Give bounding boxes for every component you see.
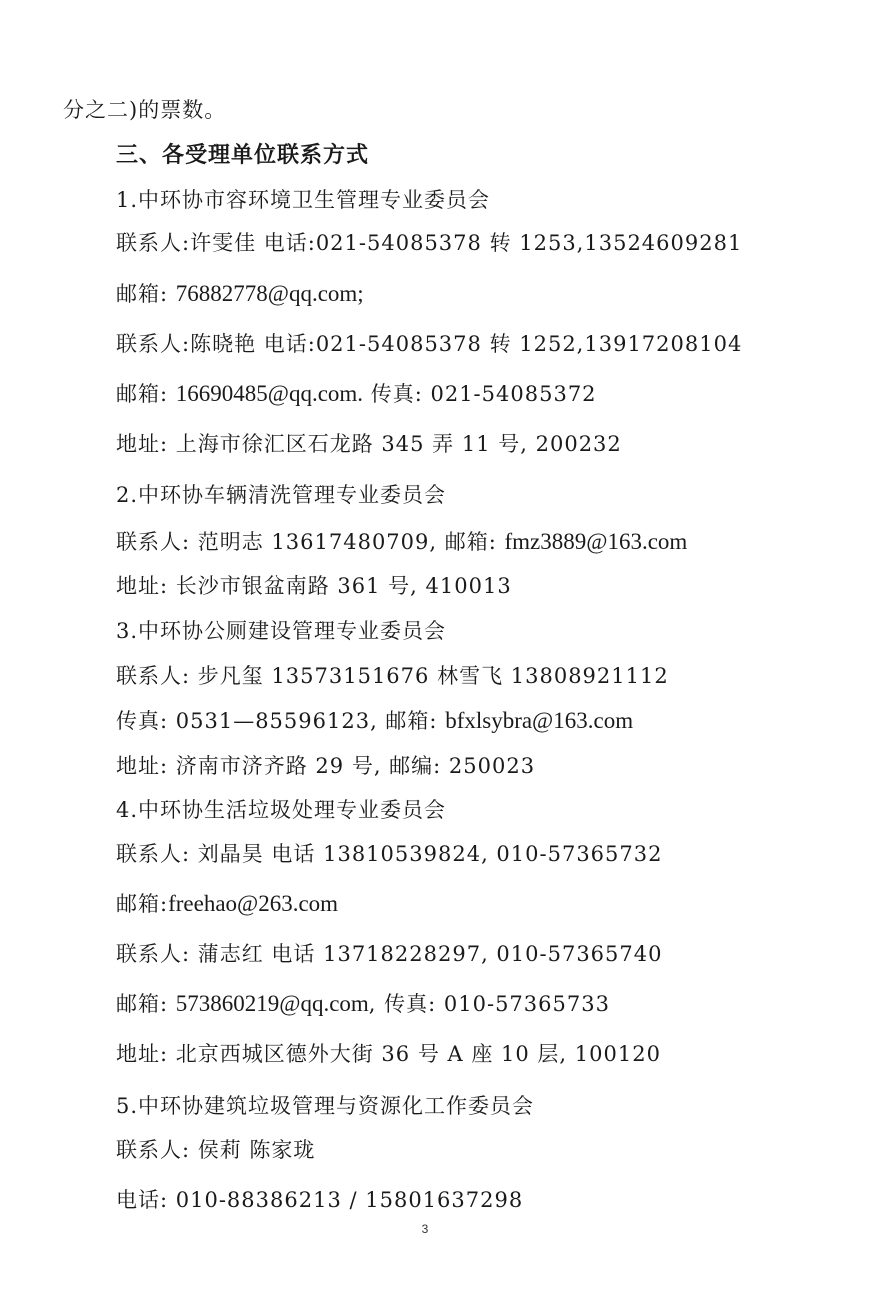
email-label: 邮箱: [116,892,169,916]
unit-2-contact: 联系人: 范明志 13617480709, 邮箱: [116,530,505,554]
unit-3-fax: 传真: 0531—85596123, 邮箱: [116,709,446,733]
unit-3-email: bfxlsybra@163.com [445,708,634,733]
unit-2-contact-line [116,528,687,556]
unit-1-address: 地址: 上海市徐汇区石龙路 345 弄 11 号, 200232 [116,432,622,456]
unit-3-name: 3.中环协公厕建设管理专业委员会 [116,619,447,643]
unit-3-contacts: 联系人: 步凡玺 13573151676 林雪飞 13808921112 [116,664,669,688]
unit-4-email-1-line [116,890,338,918]
unit-1-email-2-line [116,380,597,408]
unit-5-name: 5.中环协建筑垃圾管理与资源化工作委员会 [116,1094,535,1118]
page-number: 3 [421,1222,429,1236]
unit-1-email-1: 76882778@qq.com; [175,281,364,306]
email-label: 邮箱: [116,382,176,406]
unit-2-address: 地址: 长沙市银盆南路 361 号, 410013 [116,574,512,598]
continuation-text: 分之二)的票数。 [63,98,227,122]
unit-4-contact-1: 联系人: 刘晶昊 电话 13810539824, 010-57365732 [116,842,663,866]
unit-1-contact-1: 联系人:许雯佳 电话:021-54085378 转 1253,13524609281 [116,231,743,255]
unit-3-fax-email-line [116,707,633,735]
unit-4-email-2-line [116,990,610,1018]
unit-4-name: 4.中环协生活垃圾处理专业委员会 [116,798,447,822]
unit-5-contacts: 联系人: 侯莉 陈家珑 [116,1138,316,1162]
unit-4-email-2: 573860219@qq.com [175,991,369,1016]
unit-4-fax: , 传真: 010-57365733 [368,992,610,1016]
unit-2-email: fmz3889@163.com [504,529,688,554]
unit-4-contact-2: 联系人: 蒲志红 电话 13718228297, 010-57365740 [116,942,663,966]
unit-2-name: 2.中环协车辆清洗管理专业委员会 [116,483,447,507]
unit-3-address: 地址: 济南市济齐路 29 号, 邮编: 250023 [116,754,536,778]
unit-5-phone: 电话: 010-88386213 / 15801637298 [116,1188,524,1212]
unit-1-email-1-line [116,280,364,308]
unit-4-address: 地址: 北京西城区德外大街 36 号 A 座 10 层, 100120 [116,1042,661,1066]
unit-1-fax: 传真: 021-54085372 [363,382,597,406]
unit-1-name: 1.中环协市容环境卫生管理专业委员会 [116,188,491,212]
email-label: 邮箱: [116,282,176,306]
unit-4-email-1: freehao@263.com [168,891,339,916]
email-label: 邮箱: [116,992,176,1016]
unit-1-email-2: 16690485@qq.com. [175,381,364,406]
unit-1-contact-2: 联系人:陈晓艳 电话:021-54085378 转 1252,13917208104 [116,332,743,356]
section-title: 三、各受理单位联系方式 [116,143,370,168]
